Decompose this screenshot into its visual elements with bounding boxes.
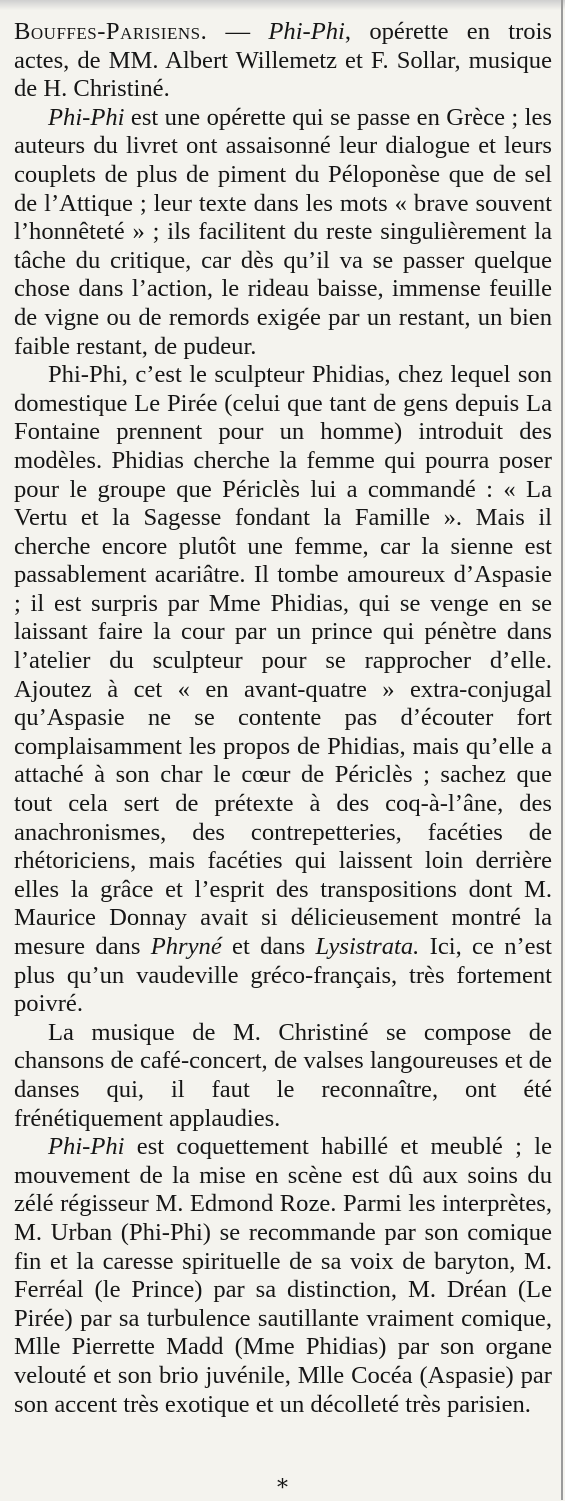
paragraph-text: et dans [221, 933, 316, 960]
section-separator: * [277, 1476, 288, 1501]
paragraph-text: est coquettement habillé et meublé ; le mouvement de la mise en scène est dû aux soins du zélé régisseur M. Edmond Roze. Parmi les interprètes, M. Urban (Phi-Phi) se recommande par son comique fin et la caresse spirituelle de sa voix de baryton, M. Ferréal (le Prince) par sa distinction, M. Dréan (Le Pirée) par sa turbulence sautillante vraiment comique, Mlle Pierrette Madd (Mme Phidias) par son organe velouté et son brio juvénile, Mlle Cocéa (Aspasie) par son accent très exotique et un décolleté très parisien. [14, 1133, 552, 1418]
show-title: Phi-Phi [48, 103, 125, 131]
review-heading-paragraph [14, 18, 552, 104]
work-title-lysistrata: Lysistrata. [315, 933, 420, 960]
top-rule [0, 0, 565, 10]
heading-text: , opérette en trois actes, de MM. Albert Willemetz et F. Sollar, musique de H. Christiné. [14, 18, 553, 103]
paragraph-text: Phi-Phi, c’est le sculpteur Phidias, chez lequel son domestique Le Pirée (celui que tant de gens depuis La Fontaine prennent pour un homme) introduit des modèles. Phidias cherche la femme qui pourra poser pour le groupe que Périclès lui a commandé : « La Vertu et la Sagesse fondant la Famille ». Mais il cherche encore plutôt une femme, car la sienne est passablement acariâtre. Il tombe amoureux d’Aspasie ; il est surpris par Mme Phidias, qui se venge en se laissant faire la cour par un prince qui pénètre dans l’atelier du sculpteur pour se rapprocher d’elle. Ajoutez à cet « en avant-quatre » extra-conjugal qu’Aspasie ne se contente pas d’écouter fort complaisamment les propos de Phidias, mais qu’elle a attaché à son char le cœur de Périclès ; sachez que tout cela sert de prétexte à des coq-à-l’âne, des anachronismes, des contrepetteries, facéties de rhétoriciens, mais facéties qui laissent loin derrière elles la grâce et l’esprit des transpositions dont M. Maurice Donnay avait si délicieusement montré la mesure dans [14, 361, 552, 960]
paragraph-text: est une opérette qui se passe en Grèce ; les auteurs du livret ont assaisonné leur dialogue et leurs couplets de plus de piment du Péloponèse que de sel de l’Attique ; leur texte dans les mots « brave souvent l’honnêteté » ; ils facilitent du reste singulièrement la tâche du critique, car dès qu’il va se passer quelque chose dans l’action, le rideau baisse, immense feuille de vigne ou de remords exigée par un restant, un bien faible restant, de pudeur. [14, 103, 552, 360]
dash: — [207, 18, 269, 45]
paragraph-cast [14, 1133, 552, 1419]
paragraph-music: La musique de M. Christiné se compose de chansons de café-concert, de valses langoureuses et de danses qui, il faut le reconnaître, ont été frénétiquement applaudies. [14, 1018, 552, 1132]
show-title: Phi-Phi [48, 1133, 125, 1161]
paragraph-plot [14, 361, 552, 1019]
work-title-phryne: Phryné [150, 933, 222, 960]
paragraph-text: Ici, ce n’est plus qu’un vaudeville gréco-français, très fortement poivré. [14, 933, 552, 1018]
review-column [14, 18, 552, 1419]
show-title: Phi-Phi [268, 18, 345, 45]
venue-name: Bouffes-Parisiens. [14, 18, 208, 45]
column-rule [561, 0, 563, 1500]
paragraph-intro [14, 104, 552, 361]
